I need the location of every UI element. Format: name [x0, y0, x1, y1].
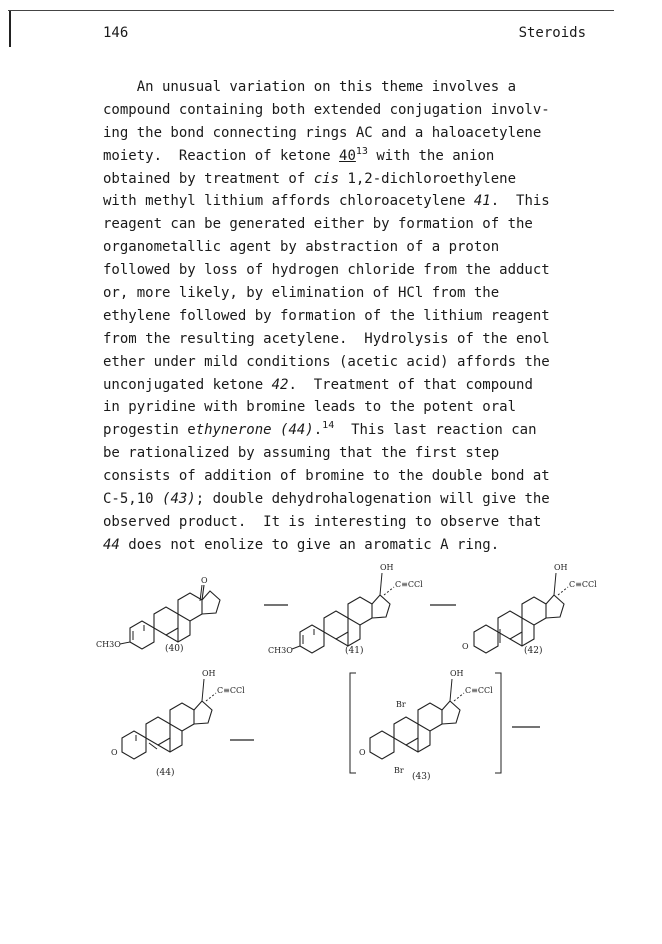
ketone-oxygen-43: O	[359, 748, 366, 757]
text-line	[103, 76, 603, 99]
text-segment: progestin e	[103, 422, 196, 439]
text-segment: cis	[313, 170, 340, 187]
text-segment: followed by loss of hydrogen chloride from the adduct	[103, 262, 550, 279]
text-segment: . Treatment of that compound	[288, 376, 533, 393]
hydroxyl-43: OH	[450, 669, 464, 678]
text-segment: consists of addition of bromine to the double bond at	[103, 468, 550, 485]
text-segment: thynerone	[195, 422, 272, 439]
text-segment: observed product. It is interesting to observe that	[103, 513, 542, 530]
compound-44-structure	[111, 669, 245, 759]
text-segment: 13	[355, 145, 368, 157]
bracket-left	[350, 673, 356, 773]
bromine-bottom-43: Br	[394, 766, 404, 775]
text-segment: .	[313, 422, 323, 439]
page-number: 146	[103, 25, 129, 41]
chloroethynyl-42: C≡CCl	[569, 580, 597, 589]
text-segment: does not enolize to give an aromatic A ring.	[119, 536, 500, 553]
chloroethynyl-43: C≡CCl	[465, 686, 493, 695]
reaction-scheme-figure	[0, 555, 662, 795]
text-segment: This last reaction can	[334, 422, 537, 439]
text-segment: C-5,10	[103, 491, 163, 508]
text-segment: ethylene followed by formation of the lithium reagent	[103, 307, 550, 324]
text-line	[103, 328, 603, 351]
text-segment: obtained by treatment of	[103, 170, 314, 187]
text-line	[103, 396, 603, 419]
text-line	[103, 99, 603, 122]
body-paragraph	[103, 76, 603, 557]
chloroethynyl-44: C≡CCl	[217, 686, 245, 695]
text-segment: 44	[103, 536, 120, 553]
text-segment: 41	[473, 193, 491, 210]
running-title: Steroids	[518, 25, 586, 41]
label-42: (42)	[524, 646, 543, 656]
hydroxyl-42: OH	[554, 563, 568, 572]
text-segment: An unusual variation on this theme involves a	[103, 79, 517, 95]
hydroxyl-41: OH	[380, 563, 394, 572]
text-line	[103, 190, 603, 213]
methoxy-label-41: CH3O	[268, 646, 293, 655]
text-line	[103, 213, 603, 236]
text-segment: in pyridine with bromine leads to the potent oral	[103, 399, 517, 416]
label-43: (43)	[412, 772, 431, 782]
text-segment: be rationalized by assuming that the first step	[103, 445, 500, 462]
text-segment: ether under mild conditions (acetic acid) affords the	[103, 353, 550, 370]
bromine-top-43: Br	[396, 700, 406, 709]
text-line	[103, 465, 603, 488]
text-segment: moiety. Reaction of ketone	[103, 147, 340, 164]
text-line	[103, 419, 603, 442]
margin-bar	[9, 11, 11, 47]
text-segment: ; double dehydrohalogenation will give the	[195, 491, 550, 508]
text-segment: (44)	[280, 422, 314, 439]
header-rule	[8, 10, 614, 11]
text-line	[103, 442, 603, 465]
text-segment: from the resulting acetylene. Hydrolysis of the enol	[103, 330, 550, 347]
label-40: (40)	[165, 644, 184, 654]
text-line	[103, 305, 603, 328]
text-line	[103, 259, 603, 282]
text-line	[103, 511, 603, 534]
text-segment: organometallic agent by abstraction of a proton	[103, 239, 500, 256]
text-line	[103, 122, 603, 145]
text-segment: 14	[322, 420, 335, 432]
text-segment: unconjugated ketone	[103, 376, 272, 393]
methoxy-label-40: CH3O	[96, 640, 121, 649]
text-segment: 40	[339, 147, 356, 164]
hydroxyl-44: OH	[202, 669, 216, 678]
text-line	[103, 351, 603, 374]
text-segment: reagent can be generated either by formation of the	[103, 216, 533, 233]
compound-42-structure	[462, 563, 597, 653]
label-44: (44)	[156, 768, 175, 778]
bracket-right	[495, 673, 501, 773]
text-segment: with methyl lithium affords chloroacetylene	[103, 193, 474, 210]
text-line	[103, 374, 603, 397]
text-line	[103, 282, 603, 305]
text-line	[103, 145, 603, 168]
text-line	[103, 236, 603, 259]
compound-43-structure	[359, 669, 493, 775]
text-segment: or, more likely, by elimination of HCl from the	[103, 285, 500, 302]
compound-41-structure	[268, 563, 423, 655]
label-41: (41)	[345, 646, 364, 656]
text-segment: 42	[271, 376, 289, 393]
ketone-oxygen-44: O	[111, 748, 118, 757]
text-segment: ing the bond connecting rings AC and a haloacetylene	[103, 124, 542, 141]
text-line	[103, 168, 603, 191]
text-line	[103, 488, 603, 511]
text-segment: (43)	[162, 491, 196, 508]
ketone-oxygen-40: O	[201, 576, 208, 585]
text-segment	[272, 422, 280, 438]
text-segment: compound containing both extended conjugation involv-	[103, 101, 550, 118]
text-segment: 1,2-dichloroethylene	[339, 170, 517, 187]
text-line	[103, 534, 603, 557]
reaction-scheme	[0, 555, 662, 795]
text-segment: . This	[490, 193, 550, 210]
text-segment: with the anion	[367, 147, 495, 164]
compound-40-structure	[96, 576, 220, 649]
chloroethynyl-41: C≡CCl	[395, 580, 423, 589]
ketone-oxygen-42: O	[462, 642, 469, 651]
